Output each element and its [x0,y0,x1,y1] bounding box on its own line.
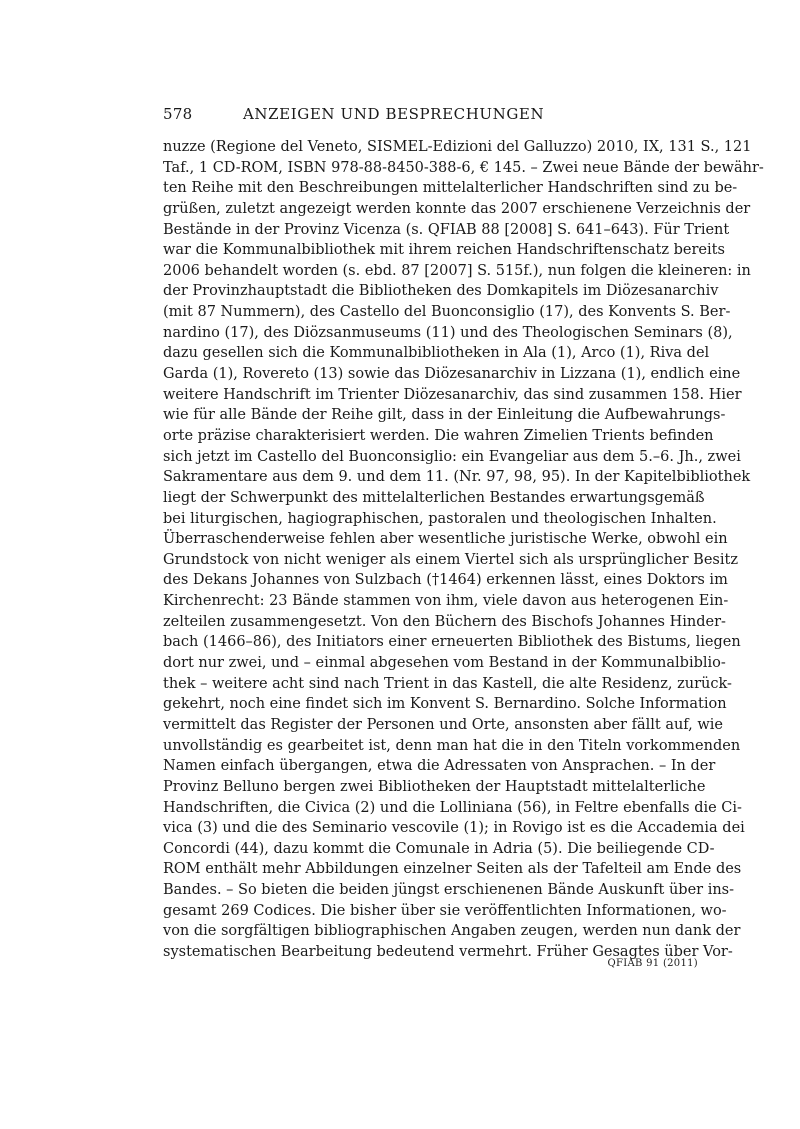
text-line: Concordi (44), dazu kommt die Comunale in Adria (5). Die beiliegende CD- [163,840,715,857]
text-line: thek – weitere acht sind nach Trient in das Kastell, die alte Residenz, zurück- [163,675,732,692]
text-line: nuzze (Regione del Veneto, SISMEL-Edizioni del Galluzzo) 2010, IX, 131 S., 121 [163,139,752,155]
text-line: bach (1466–86), des Initiators einer erneuerten Bibliothek des Bistums, liegen [163,634,741,651]
text-line: ROM enthält mehr Abbildungen einzelner Seiten als der Tafelteil am Ende des [163,861,742,878]
text-line: wie für alle Bände der Reihe gilt, dass in der Einleitung die Aufbewahrungs- [163,407,726,424]
text-line: gesamt 269 Codices. Die bisher über sie veröffentlichten Informationen, wo- [163,902,727,919]
text-line: dort nur zwei, und – einmal abgesehen vom Bestand in der Kommunalbiblio- [163,655,726,672]
text-line: Sakramentare aus dem 9. und dem 11. (Nr. 97, 98, 95). In der Kapitelbibliothek [163,469,751,486]
text-line: der Provinzhauptstadt die Bibliotheken des Domkapitels im Diözesanarchiv [163,283,719,300]
text-line: Handschriften, die Civica (2) und die Lolliniana (56), in Feltre ebenfalls die Ci- [163,799,742,816]
text-line: nardino (17), des Diözsanmuseums (11) und des Theologischen Seminars (8), [163,324,733,341]
review-body-text [163,137,764,963]
text-line: Namen einfach übergangen, etwa die Adressaten von Ansprachen. – In der [163,758,716,775]
page-number: 578 [163,105,193,123]
text-line: Provinz Belluno bergen zwei Bibliotheken der Hauptstadt mittelalterliche [163,778,706,795]
text-line: vica (3) und die des Seminario vescovile (1); in Rovigo ist es die Accademia dei [163,820,745,837]
text-line: war die Kommunalbibliothek mit ihrem reichen Handschriftenschatz bereits [163,242,725,259]
text-line: Überraschenderweise fehlen aber wesentliche juristische Werke, obwohl ein [163,531,728,548]
text-line: von die sorgfältigen bibliographischen Angaben zeugen, werden nun dank der [163,923,741,940]
text-line: ten Reihe mit den Beschreibungen mittelalterlicher Handschriften sind zu be- [163,180,738,197]
text-line: 2006 behandelt worden (s. ebd. 87 [2007] S. 515f.), nun folgen die kleineren: in [163,262,751,279]
page-header [163,104,698,124]
text-line: unvollständig es gearbeitet ist, denn man hat die in den Titeln vorkommenden [163,737,741,754]
text-line: des Dekans Johannes von Sulzbach (†1464) erkennen lässt, eines Doktors im [163,572,728,589]
text-line: Bestände in der Provinz Vicenza (s. QFIAB 88 [2008] S. 641–643). Für Trient [163,221,730,238]
text-line: bei liturgischen, hagiographischen, pastoralen und theologischen Inhalten. [163,510,717,527]
text-line: gekehrt, noch eine findet sich im Konvent S. Bernardino. Solche Information [163,696,727,713]
text-line: orte präzise charakterisiert werden. Die wahren Zimelien Trients befinden [163,427,714,444]
text-line: (mit 87 Nummern), des Castello del Buonconsiglio (17), des Konvents S. Ber- [163,304,731,321]
journal-reference: QFIAB 91 (2011) [607,958,698,969]
text-line: Kirchenrecht: 23 Bände stammen von ihm, viele davon aus heterogenen Ein- [163,593,729,610]
text-line: weitere Handschrift im Trienter Diözesanarchiv, das sind zusammen 158. Hier [163,386,742,403]
text-line: grüßen, zuletzt angezeigt werden konnte das 2007 erschienene Verzeichnis der [163,200,751,217]
text-line: zelteilen zusammengesetzt. Von den Büchern des Bischofs Johannes Hinder- [163,613,726,630]
text-line: Taf., 1 CD-ROM, ISBN 978-88-8450-388-6, € 145. – Zwei neue Bände der bewähr- [163,159,764,176]
text-line: Bandes. – So bieten die beiden jüngst erschienenen Bände Auskunft über ins- [163,882,735,899]
text-line: systematischen Bearbeitung bedeutend vermehrt. Früher Gesagtes über Vor- [163,943,733,960]
text-line: Grundstock von nicht weniger als einem Viertel sich als ursprünglicher Besitz [163,551,738,568]
text-line: Garda (1), Rovereto (13) sowie das Diözesanarchiv in Lizzana (1), endlich eine [163,366,741,383]
text-line: liegt der Schwerpunkt des mittelalterlichen Bestandes erwartungsgemäß [163,489,705,506]
text-line: vermittelt das Register der Personen und Orte, ansonsten aber fällt auf, wie [163,716,723,733]
text-line: sich jetzt im Castello del Buonconsiglio: ein Evangeliar aus dem 5.–6. Jh., zwei [163,448,741,465]
text-line: dazu gesellen sich die Kommunalbibliotheken in Ala (1), Arco (1), Riva del [163,345,710,362]
running-head: ANZEIGEN UND BESPRECHUNGEN [243,105,545,123]
